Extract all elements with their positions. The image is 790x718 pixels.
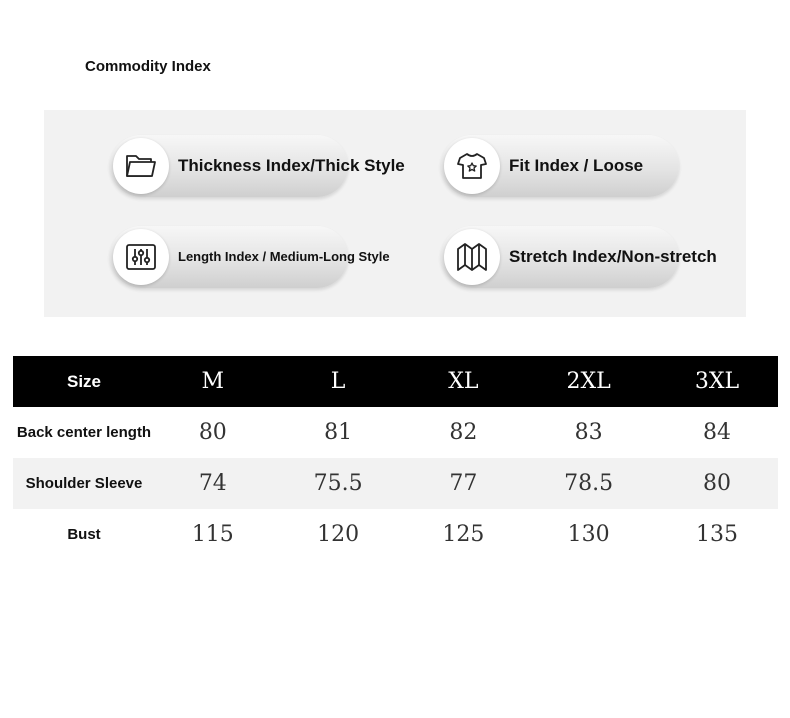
row-label: Back center length	[16, 424, 152, 441]
index-label: Fit Index / Loose	[509, 156, 644, 175]
folder-icon	[124, 151, 158, 181]
index-length	[110, 226, 390, 288]
table-cell: 81	[324, 420, 353, 445]
size-header-cell: L	[271, 356, 406, 407]
sliders-icon	[125, 242, 157, 272]
icon-circle	[444, 229, 500, 285]
row-label: Bust	[67, 526, 101, 543]
index-fit	[441, 135, 679, 197]
table-cell: 77	[406, 458, 522, 509]
size-header-cell: Size	[13, 356, 155, 407]
icon-circle	[113, 229, 169, 285]
size-header-cell: 2XL	[521, 356, 656, 407]
table-cell: 120	[317, 522, 360, 547]
size-header-cell: XL	[406, 356, 522, 407]
size-header-cell: M	[155, 356, 271, 407]
index-label: Stretch Index/Non-stretch	[509, 247, 717, 266]
icon-circle	[444, 138, 500, 194]
row-label: Shoulder Sleeve	[13, 458, 155, 509]
table-row	[13, 509, 778, 560]
map-fold-icon	[456, 241, 488, 273]
table-cell: 83	[574, 420, 603, 445]
icon-circle	[113, 138, 169, 194]
size-table	[13, 356, 778, 560]
table-cell: 130	[567, 522, 610, 547]
table-cell: 135	[696, 522, 739, 547]
table-cell: 75.5	[271, 458, 406, 509]
commodity-index-panel	[44, 110, 746, 317]
table-cell: 80	[656, 458, 778, 509]
size-header-cell: 3XL	[656, 356, 778, 407]
size-header-row	[13, 356, 778, 407]
tshirt-icon	[456, 151, 488, 181]
table-cell: 78.5	[521, 458, 656, 509]
table-cell: 84	[703, 420, 732, 445]
table-row	[13, 458, 778, 509]
index-thickness	[110, 135, 405, 197]
index-stretch	[441, 226, 717, 288]
table-cell: 80	[198, 420, 227, 445]
table-cell: 115	[191, 522, 234, 547]
table-cell: 74	[155, 458, 271, 509]
section-title: Commodity Index	[85, 58, 211, 75]
table-row	[13, 407, 778, 458]
table-cell: 82	[449, 420, 478, 445]
index-label: Thickness Index/Thick Style	[178, 156, 405, 175]
index-label: Length Index / Medium-Long Style	[178, 249, 390, 264]
table-cell: 125	[442, 522, 485, 547]
